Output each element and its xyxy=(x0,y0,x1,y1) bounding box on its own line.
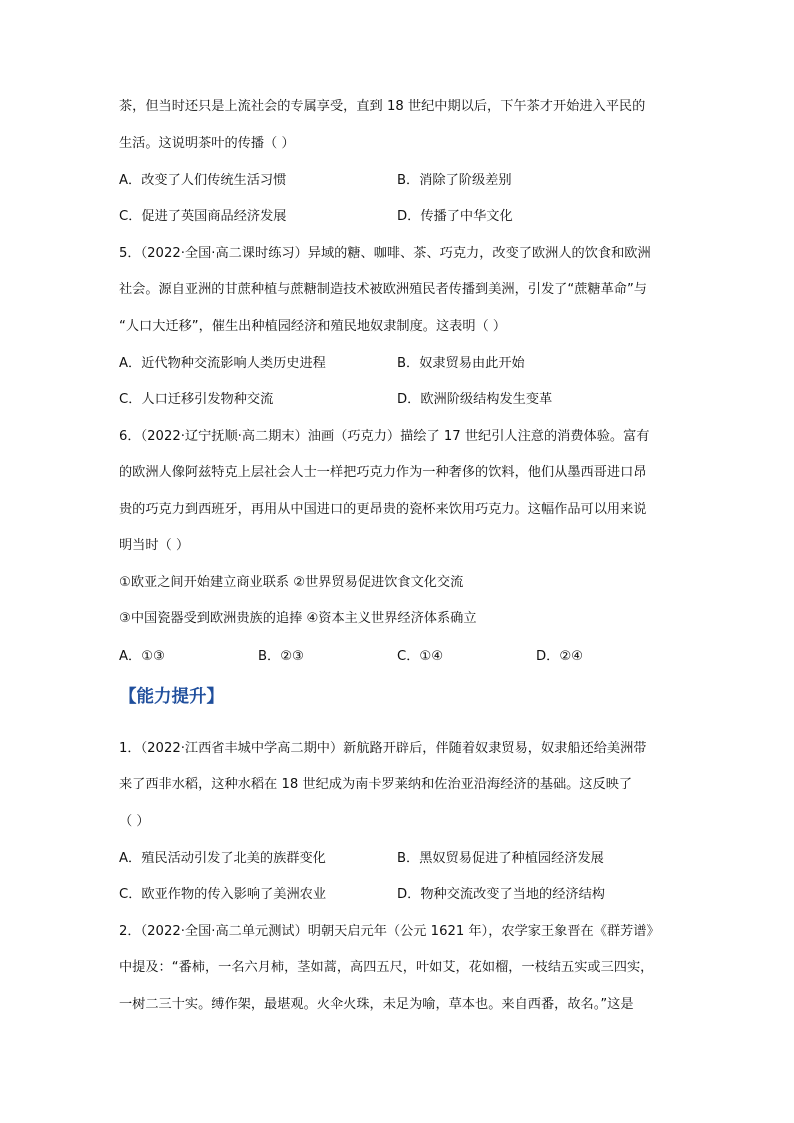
p2-text-line-3: 一树二三十实。缚作架，最堪观。火伞火珠，未足为喻，草本也。来自西番，故名。”这是 xyxy=(119,997,634,1012)
q6-text-line-2: 的欧洲人像阿兹特克上层社会人士一样把巧克力作为一种奢侈的饮料，他们从墨西哥进口昂 xyxy=(119,465,647,480)
p1-text-line-1: 1．（2022·江西省丰城中学高二期中）新航路开辟后，伴随着奴隶贸易，奴隶船还给美洲带 xyxy=(119,741,647,756)
p1-text-line-2: 来了西非水稻，这种水稻在 18 世纪成为南卡罗莱纳和佐治亚沿海经济的基础。这反映了 xyxy=(119,777,633,792)
section-heading: 【能力提升】 xyxy=(119,687,224,707)
q5-text-line-2: 社会。源自亚洲的甘蔗种植与蔗糖制造技术被欧洲殖民者传播到美洲，引发了“蔗糖革命”与 xyxy=(119,282,647,297)
q6-option-a: A．①③ xyxy=(119,649,165,664)
q5-text-line-1: 5．（2022·全国·高二课时练习）异域的糖、咖啡、茶、巧克力，改变了欧洲人的饮食和欧洲 xyxy=(119,246,651,261)
q6-text-line-1: 6．（2022·辽宁抚顺·高二期末）油画（巧克力）描绘了 17 世纪引人注意的消费体验。富有 xyxy=(119,429,650,444)
q5-option-c: C．人口迁移引发物种交流 xyxy=(119,392,274,407)
q4-text-line-2: 生活。这说明茶叶的传播（ ） xyxy=(119,136,295,151)
q6-item-line-1: ①欧亚之间开始建立商业联系 ②世界贸易促进饮食文化交流 xyxy=(119,575,464,590)
q6-text-line-3: 贵的巧克力到西班牙，再用从中国进口的更昂贵的瓷杯来饮用巧克力。这幅作品可以用来说 xyxy=(119,502,647,517)
p1-option-a: A．殖民活动引发了北美的族群变化 xyxy=(119,851,326,866)
p2-text-line-2: 中提及：“番柿，一名六月柿，茎如蒿，高四五尺，叶如艾，花如榴，一枝结五实或三四实， xyxy=(119,960,654,975)
q5-option-d: D．欧洲阶级结构发生变革 xyxy=(397,392,553,407)
q6-option-b: B．②③ xyxy=(258,649,304,664)
p1-option-b: B．黑奴贸易促进了种植园经济发展 xyxy=(397,851,604,866)
q5-text-line-3: “人口大迁移”，催生出种植园经济和殖民地奴隶制度。这表明（ ） xyxy=(119,319,507,334)
q4-option-c: C．促进了英国商品经济发展 xyxy=(119,209,287,224)
q4-text-line-1: 茶，但当时还只是上流社会的专属享受，直到 18 世纪中期以后，下午茶才开始进入平民的 xyxy=(119,99,646,114)
q4-option-a: A．改变了人们传统生活习惯 xyxy=(119,173,287,188)
q5-option-a: A．近代物种交流影响人类历史进程 xyxy=(119,356,326,371)
q6-option-c: C．①④ xyxy=(397,649,444,664)
q4-option-b: B．消除了阶级差别 xyxy=(397,173,512,188)
q6-text-line-4: 明当时（ ） xyxy=(119,538,190,553)
p1-option-c: C．欧亚作物的传入影响了美洲农业 xyxy=(119,887,327,902)
q5-option-b: B．奴隶贸易由此开始 xyxy=(397,356,525,371)
p1-text-line-3: （ ） xyxy=(119,814,150,829)
p1-option-d: D．物种交流改变了当地的经济结构 xyxy=(397,887,605,902)
q6-item-line-2: ③中国瓷器受到欧洲贵族的追捧 ④资本主义世界经济体系确立 xyxy=(119,611,477,626)
q6-option-d: D．②④ xyxy=(536,649,583,664)
p2-text-line-1: 2．（2022·全国·高二单元测试）明朝天启元年（公元 1621 年），农学家王象晋在《群芳谱》 xyxy=(119,924,660,939)
q4-option-d: D．传播了中华文化 xyxy=(397,209,513,224)
